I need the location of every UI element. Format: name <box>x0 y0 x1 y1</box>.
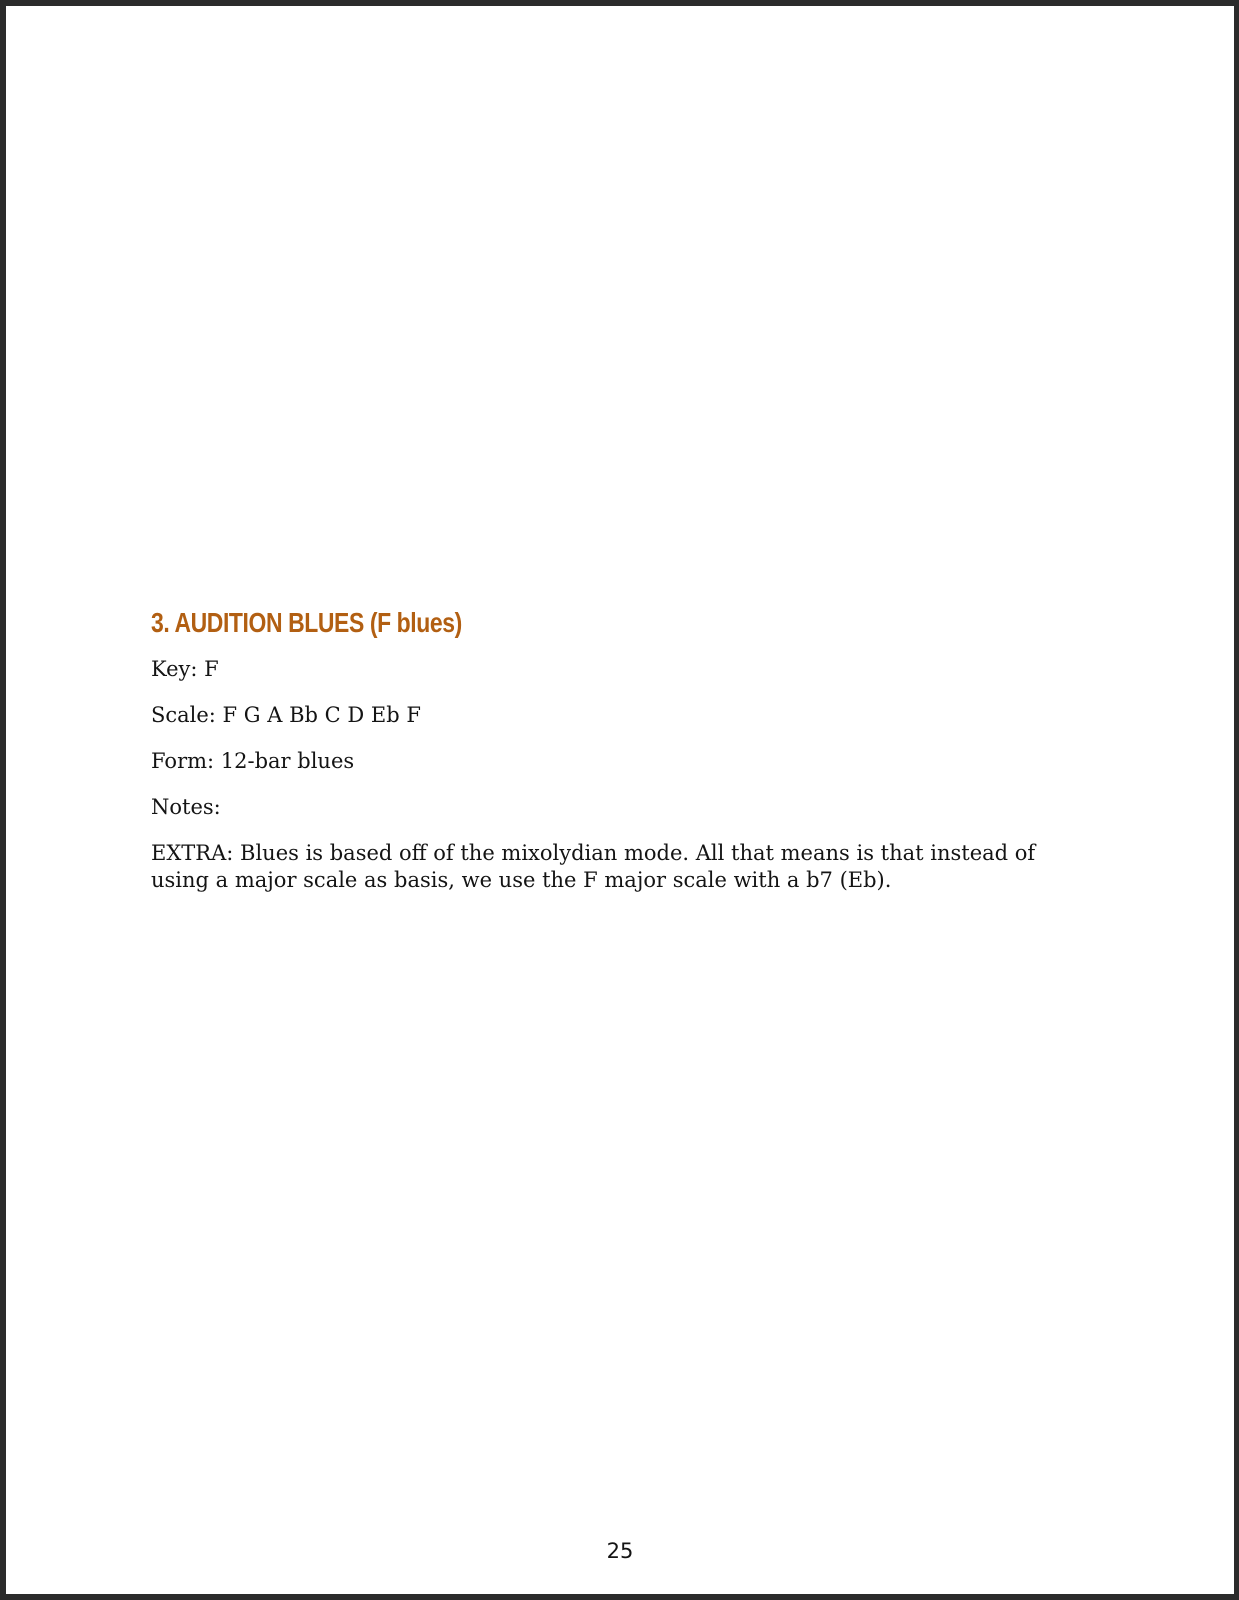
page-number: 25 <box>606 1539 634 1563</box>
document-page <box>6 6 1234 1594</box>
key-line: Key: F <box>151 657 219 681</box>
section-title: 3. AUDITION BLUES (F blues) <box>151 607 462 638</box>
form-line: Form: 12-bar blues <box>151 749 355 773</box>
notes-line: Notes: <box>151 795 221 819</box>
extra-paragraph: EXTRA: Blues is based off of the mixolydian mode. All that means is that instead of using a major scale as basis, we use the F major scale with a b7 (Eb). <box>151 841 1036 892</box>
scale-line: Scale: F G A Bb C D Eb F <box>151 703 421 727</box>
section-content <box>151 606 1091 913</box>
